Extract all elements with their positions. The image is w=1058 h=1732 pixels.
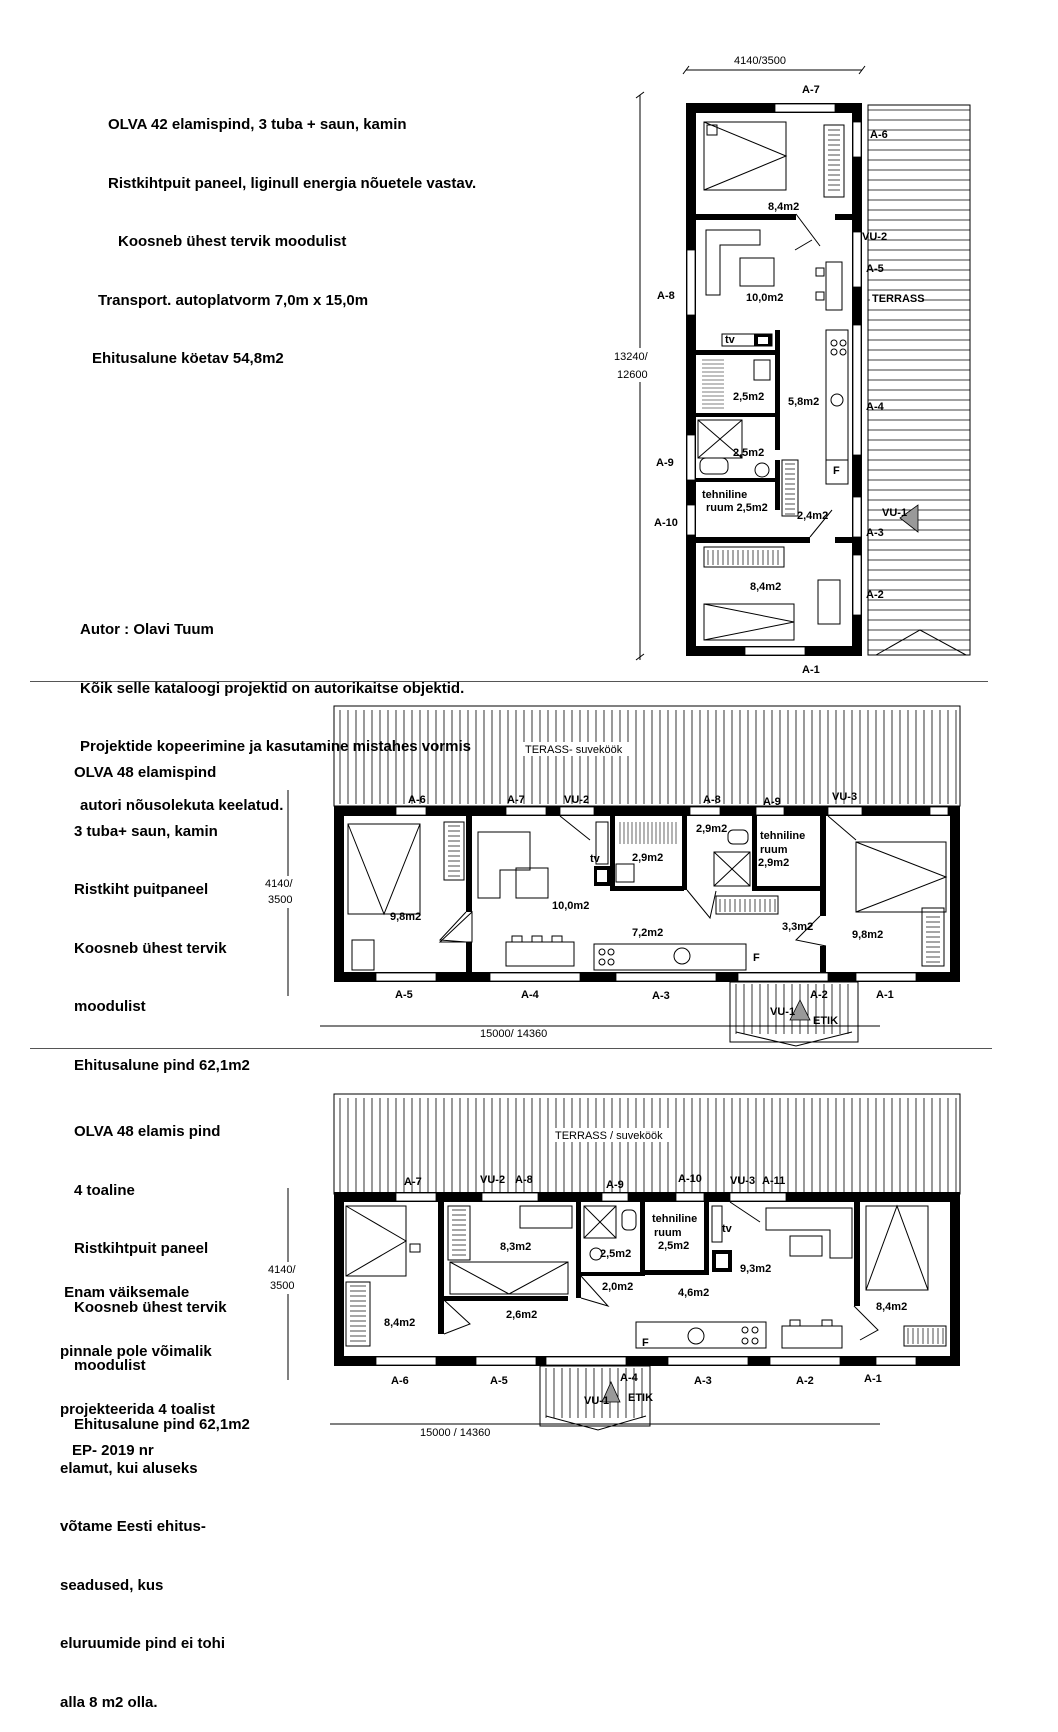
plan1-bed-bottom-fold [704,604,794,640]
plan1-wardrobe-bottom [704,547,784,567]
plan3-label-a1: A-1 [864,1373,882,1385]
plan1-wall-bedroom-top [696,214,796,220]
note-line-8: alla 8 m2 olla. [60,1693,158,1711]
plan2-tv-label: tv [590,853,600,865]
plan3-tv-label: tv [722,1223,732,1235]
plan3-dim-height-2: 3500 [270,1280,295,1292]
note-line-3: projekteerida 4 toalist [60,1401,216,1418]
plan1-area-sauna: 2,5m2 [733,391,765,403]
plan1-bed-top-fold [704,122,786,190]
plan1-dim-width: 4140/3500 [734,55,786,67]
plan1-dining-table [826,262,842,310]
plan2-line-4: Koosneb ühest tervik [74,939,227,957]
plan2-entry-label: ETIK [813,1015,839,1027]
note-line-2: pinnale pole võimalik [60,1342,212,1360]
plan2-wall-west [334,806,344,982]
plan3-hob-2 [752,1327,758,1333]
plan3-wall-wc-south [581,1272,645,1276]
plan2-tech-label-1: tehniline [760,830,806,842]
plan2-door-vu3 [828,807,862,815]
plan1-label-a4: A-4 [866,401,884,413]
plan2-chair-3 [552,936,562,942]
plan2-line-2: 3 tuba+ saun, kamin [74,822,218,840]
plan3-window-a2 [770,1357,840,1365]
plan3-tech-label-2: ruum [654,1227,682,1239]
plan3-window-a1 [876,1357,916,1365]
plan3-wall-tech-south [645,1270,709,1275]
plan1-window-a8 [687,250,695,315]
author-name: Autor : Olavi Tuum [80,621,214,638]
plan3-label-a9: A-9 [606,1179,624,1191]
plan2-door-swing-wash [687,890,716,918]
plan1-wall-sauna-east [775,330,780,450]
plan2-area-kitchen: 7,2m2 [632,927,664,939]
plan3-label-a5: A-5 [490,1375,508,1387]
plan1-area-kitchen: 5,8m2 [788,396,820,408]
plan3-area-living: 9,3m2 [740,1263,772,1275]
plan2-hob-2 [608,949,614,955]
plan3-area-bed1: 8,4m2 [384,1317,416,1329]
plan1-chair-1 [816,268,824,276]
plan3-wall-east [950,1192,960,1366]
plan2-sauna-stove [616,864,634,882]
plan1-fireplace-opening [758,337,768,344]
plan1-window-a7 [775,104,835,112]
plan1-sauna-stove [754,360,770,380]
plan2-chair-1 [512,936,522,942]
plan2-bed-right-fold [856,842,946,912]
plan2-area-sauna: 2,9m2 [632,852,664,864]
plan1-door-vu2 [853,232,861,287]
plan1-terrace-roof-edge [876,630,966,655]
plan2-wall-bed-left-low [466,942,472,972]
plan1-window-a10 [687,505,695,535]
plan1-door-vu1 [853,497,861,537]
plan2-kitchen-sink [674,948,690,964]
plan3-wall-wc-east [640,1202,645,1274]
plan3-entry-label: ETIK [628,1392,654,1404]
plan3-line-2: 4 toaline [74,1181,135,1199]
plan1-wall-north [686,103,862,113]
plan2-label-vu2: VU-2 [564,794,590,806]
plan3-label-vu2: VU-2 [480,1174,506,1186]
plan2-line-3: Ristkiht puitpaneel [74,881,209,898]
plan1-area-bedroom-top: 8,4m2 [768,201,800,213]
plan1-window-a1 [745,647,805,655]
plan1-label-vu1: VU-1 [882,507,908,519]
plan3-nightstand1 [410,1244,420,1252]
plan3-label-a7: A-7 [404,1176,422,1188]
plan1-bed-bottom [704,604,794,640]
plan1-label-vu2: VU-2 [862,231,888,243]
plan1-wall-sauna-top [696,350,780,355]
plan3-dining-table [782,1326,842,1348]
plan2-wall-sauna-east [682,816,687,890]
plan2-wardrobe-right-rails [926,912,940,962]
plan3-hob-3 [742,1338,748,1344]
plan2-tech-label-3: 2,9m2 [758,857,790,869]
plan2-hall-corner [440,912,472,942]
plan2-wall-bed-left [466,816,472,912]
plan3-area-wc: 2,5m2 [600,1248,632,1260]
plan2-window-a8 [690,807,720,815]
plan3-wardrobe4 [904,1326,946,1346]
plan2-terrace-decking [340,710,956,804]
plan3-area-bed2: 8,3m2 [500,1241,532,1253]
plan2-bed-left [348,824,420,914]
note-line-6: seadused, kus [60,1576,164,1594]
plan1-tech-label-1: tehniline [702,489,748,501]
plan2-wardrobe-left-rails [448,826,460,876]
plan2-area-hall: 3,3m2 [782,921,814,933]
plan2-desk-left [352,940,374,970]
plan3-window-a9 [602,1193,628,1201]
plan2-wall-sauna-south [610,886,684,891]
plan3-label-a10: A-10 [678,1173,702,1185]
plan3-window-a3 [668,1357,748,1365]
plan1-wall-bedroom-top-right [835,214,852,220]
plan3-tech-label-3: 2,5m2 [658,1240,690,1252]
plan1-sofa [706,230,760,295]
plan2-label-a6: A-6 [408,794,426,806]
plan3-wall-bed1 [438,1202,444,1334]
plan1-coffee-table [740,258,774,286]
plan2-area-wash: 2,9m2 [696,823,728,835]
plan3-area-corridor: 2,6m2 [506,1309,538,1321]
plan2-coffee-table [516,868,548,898]
plan3-coffee-table [790,1236,822,1256]
plan3-hob-4 [752,1338,758,1344]
plan1-wall-tech-east [775,460,780,510]
plan1-wall-bedroom-bottom [696,537,810,543]
note-line-5: võtame Eesti ehitus- [60,1518,206,1535]
plan1-sauna-benches [702,360,724,408]
plan2-bed-right [856,842,946,912]
plan2-wall-tech-south [752,886,822,891]
plan1-hob-4 [840,349,846,355]
plan1-label-a2: A-2 [866,589,884,601]
plan3-wardrobe2 [448,1206,470,1260]
plan3-dim-height-1: 4140/ [268,1264,296,1276]
plan1-wardrobe-bottom-rails [708,550,778,565]
plan3-door-entry [546,1357,626,1365]
plan2-window-a3 [616,973,716,981]
plan1-area-hall: 2,4m2 [797,510,829,522]
plan2-porch-edge [736,1032,852,1046]
plan1-wall-bedroom-bottom-right [835,537,852,543]
plan3-hob-1 [742,1327,748,1333]
plan1-hob-2 [840,340,846,346]
plan2-window-a1-top [930,807,948,815]
plan2-label-a8: A-8 [703,794,721,806]
plan1-hall-wardrobe-rails [785,464,795,514]
plan1-wardrobe-top-rails [828,130,840,190]
plan2-wall-north [334,806,960,816]
plan2-area-living: 10,0m2 [552,900,590,912]
plan2-line-6: Ehitusalune pind 62,1m2 [74,1056,250,1074]
plan2-label-a4: A-4 [521,989,539,1001]
plan2-window-a1 [856,973,916,981]
plan2-terrace-label: TERASS- suveköök [525,744,623,756]
plan3-tech-label-1: tehniline [652,1213,698,1225]
plan2-label-a3: A-3 [652,990,670,1002]
plan2-bed-left-fold [348,824,420,914]
copyright-line-1: Kõik selle kataloogi projektid on autorikaitse objektid. [80,679,465,697]
plan2-sauna-benches [620,822,676,844]
plan3-line-5: moodulist [74,1357,146,1374]
plan2-window-a9 [756,807,784,815]
plan1-window-a2 [853,555,861,615]
plan3-drawing [264,1094,960,1439]
plan2-area-bed-right: 9,8m2 [852,929,884,941]
plan2-fireplace-opening [597,870,607,882]
plan2-wall-wash-east [752,816,757,890]
plan1-title: OLVA 42 elamispind, 3 tuba + saun, kamin [108,116,407,133]
plan2-fridge-label: F [753,952,760,964]
plan3-wardrobe1 [346,1282,370,1346]
plan1-dim-height-2: 12600 [617,369,648,381]
plan2-area-bed-left: 9,8m2 [390,911,422,923]
plan3-label-a11: A-11 [762,1175,786,1187]
plan2-wall-bed-right [820,816,826,916]
plan3-terrace-label: TERRASS / suveköök [555,1130,663,1142]
plan1-line-4: Transport. autoplatvorm 7,0m x 15,0m [98,291,369,309]
plan3-window-a10 [676,1193,704,1201]
plan3-bed2 [450,1262,568,1294]
plan1-line-3: Koosneb ühest tervik moodulist [118,233,347,250]
plan1-wall-sauna-bottom [696,413,780,417]
document-number: EP- 2019 nr [72,1442,154,1459]
plan2-label-a5: A-5 [395,989,413,1001]
plan1-area-bedroom-bottom: 8,4m2 [750,581,782,593]
plan3-tv-wall [712,1206,722,1242]
plan3-label-a4: A-4 [620,1372,638,1384]
plan3-kitchen-sink [688,1328,704,1344]
plan2-hob-1 [599,949,605,955]
note-line-7: eluruumide pind ei tohi [60,1635,225,1652]
plan1-window-a4 [853,325,861,455]
plan2-dining-table [506,942,574,966]
plan2-window-a6 [396,807,426,815]
plan3-fireplace-opening [716,1254,728,1268]
plan1-chair-2 [816,292,824,300]
plan3-wall-tech-east [704,1202,709,1274]
plan1-line-5: Ehitusalune köetav 54,8m2 [92,350,284,367]
plan2-wall-bed-right-low [820,946,826,972]
plan3-sofa [766,1208,852,1258]
plan3-door-swing-vu3 [730,1202,760,1222]
plan3-dim-width: 15000 / 14360 [420,1427,491,1439]
plan1-label-a10: A-10 [654,517,678,529]
plan3-wc [622,1210,636,1230]
plan2-line-5: moodulist [74,998,146,1015]
plan1-terrace-decking [868,110,970,650]
plan2-hob-4 [608,959,614,965]
plan2-dim-height-2: 3500 [268,894,293,906]
plan2-label-a7: A-7 [507,794,525,806]
plan3-label-a2: A-2 [796,1375,814,1387]
plan3-door-vu2 [482,1193,538,1201]
plan3-desk2 [520,1206,572,1228]
plan2-label-vu3: VU-3 [832,791,858,803]
plan3-bed1 [346,1206,406,1276]
plan2-window-a7 [506,807,546,815]
plan3-window-a6 [376,1357,436,1365]
plan1-fridge-label: F [833,465,840,477]
plan2-dim-height-1: 4140/ [265,878,293,890]
plan1-tech-label-2: ruum 2,5m2 [706,502,768,514]
plan3-label-a3: A-3 [694,1375,712,1387]
plan2-wall-east [950,806,960,982]
plan3-bed1-fold [346,1206,406,1276]
plan1-kitchen-sink [831,394,843,406]
plan3-line-6: Ehitusalune pind 62,1m2 [74,1415,250,1433]
plan1-sink [755,463,769,477]
plan2-door-entry [738,973,828,981]
plan1-door-swing-2 [795,240,812,250]
plan1-label-a9: A-9 [656,457,674,469]
plan3-window-a7 [396,1193,436,1201]
plan1-desk [818,580,840,624]
plan2-door-swing-left [440,912,466,942]
plan3-wardrobe2-rails [452,1210,466,1255]
plan3-label-a8: A-8 [515,1174,533,1186]
plan3-wardrobe4-rails [908,1328,943,1344]
plan1-label-a3: A-3 [866,527,884,539]
plan3-wall-bed2-east [576,1202,581,1298]
plan1-label-a1: A-1 [802,664,820,676]
plan1-hob-3 [831,349,837,355]
plan1-label-a5: A-5 [866,263,884,275]
plan3-window-a5 [476,1357,536,1365]
plan2-window-a5 [376,973,436,981]
plan2-drawing [262,706,960,1046]
plan2-label-a9: A-9 [763,796,781,808]
plan3-bed4 [866,1206,928,1290]
plan2-wall-sauna-west [610,816,615,890]
plan1-wall-wash-bottom [696,478,780,482]
plan1-area-wash: 2,5m2 [733,447,765,459]
plan1-area-living: 10,0m2 [746,292,784,304]
plan3-bed2-fold [450,1262,568,1294]
plan1-terrace-label: TERRASS [872,293,925,305]
plan2-door-vu2 [560,807,594,815]
plan1-hob-1 [831,340,837,346]
plan2-hall-wardrobe-rails [720,899,775,912]
plan1-label-a8: A-8 [657,290,675,302]
plan1-label-a6: A-6 [870,129,888,141]
plan3-label-a6: A-6 [391,1375,409,1387]
plan1-wall-west [686,103,696,656]
plan1-door-swing-1 [796,214,820,246]
plan3-label-vu1: VU-1 [584,1395,610,1407]
plan1-label-a7: A-7 [802,84,820,96]
copyright-line-2: Projektide kopeerimine ja kasutamine mistahes vormis [80,738,471,755]
plan3-bed4-fold [866,1206,928,1290]
plan2-title: OLVA 48 elamispind [74,764,217,781]
note-line-4: elamut, kui aluseks [60,1459,198,1477]
plan2-label-a1: A-1 [876,989,894,1001]
plan2-sofa [478,832,530,898]
plan1-tv-label: tv [725,334,735,346]
plan1-hall-wardrobe [782,460,798,516]
plan3-wardrobe1-rails [350,1286,366,1341]
plan2-label-vu1: VU-1 [770,1006,796,1018]
plan3-title: OLVA 48 elamis pind [74,1123,221,1140]
plan1-drawing [612,55,970,676]
plan2-dim-width: 15000/ 14360 [480,1028,548,1040]
plan2-wc [728,830,748,844]
plan3-door-swing-bed1 [444,1300,470,1334]
plan3-wall-west [334,1192,344,1366]
plan3-door-vu3 [730,1193,786,1201]
plan1-wc [700,458,728,474]
plan1-line-2: Ristkihtpuit paneel, liginull energia nõuetele vastav. [108,174,477,192]
plan1-dim-height-1: 13240/ [614,351,648,363]
plan2-tech-label-2: ruum [760,844,788,856]
plan2-hob-3 [599,959,605,965]
plan2-kitchen-counter [594,944,746,970]
plan2-window-a4 [490,973,580,981]
plan3-fridge-label: F [642,1337,649,1349]
plan1-window-a9 [687,435,695,480]
plan2-chair-2 [532,936,542,942]
plan1-window-a6 [853,122,861,157]
plan3-line-3: Ristkihtpuit paneel [74,1240,209,1257]
plan3-area-hall: 2,0m2 [602,1281,634,1293]
plan1-bed-top [704,122,786,190]
plan3-chair-1 [790,1320,800,1326]
plan3-line-4: Koosneb ühest tervik [74,1298,227,1316]
plan3-wall-bed2-south [444,1296,568,1301]
plan1-wardrobe-top [824,125,844,197]
plan3-area-kitchen: 4,6m2 [678,1287,710,1299]
plan2-door-swing-vu2 [560,816,590,840]
plan2-door-swing-vu3 [828,816,856,840]
note-line-1: Enam väiksemale [60,1284,190,1301]
copyright-line-3: autori nõusolekuta keelatud. [80,796,284,814]
plan3-porch-edge [546,1416,646,1430]
plan3-label-vu3: VU-3 [730,1175,756,1187]
plan3-chair-2 [822,1320,832,1326]
plan3-wall-bed4 [854,1202,860,1306]
plan3-terrace-decking [340,1098,956,1192]
plan3-door-swing-bed4 [854,1306,878,1340]
plan3-area-bed4: 8,4m2 [876,1301,908,1313]
plan2-label-a2: A-2 [810,989,828,1001]
